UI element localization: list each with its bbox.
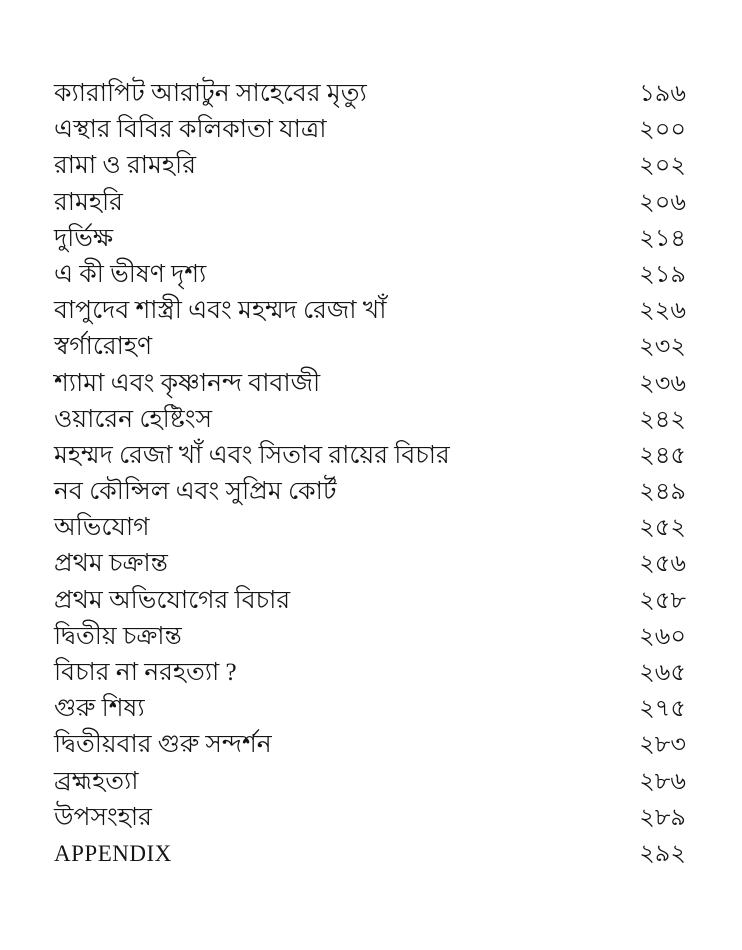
- page-number: ১৯৬: [639, 81, 686, 107]
- toc-entry: [54, 76, 686, 112]
- toc-entry: [54, 546, 686, 582]
- chapter-title: দুর্ভিক্ষ: [54, 224, 114, 252]
- chapter-title: শ্যামা এবং কৃষ্ণানন্দ বাবাজী: [54, 369, 321, 397]
- chapter-title: মহম্মদ রেজা খাঁ এবং সিতাব রায়ের বিচার: [54, 441, 450, 469]
- toc-entry: [54, 619, 686, 655]
- toc-entry: [54, 293, 686, 329]
- toc-entry: [54, 148, 686, 184]
- chapter-title: ব্রহ্মহত্যা: [54, 767, 139, 795]
- page-number: ২৫২: [639, 515, 686, 542]
- page-number: ২৬০: [639, 623, 686, 650]
- chapter-title: বিচার না নরহত্যা ?: [54, 659, 237, 686]
- page-number: ২৪৫: [639, 442, 686, 469]
- page-number: ২৫৮: [639, 587, 686, 614]
- chapter-title: রামহরি: [54, 188, 123, 216]
- page-number: ২৮৯: [639, 804, 686, 831]
- toc-entry: [54, 438, 686, 474]
- chapter-title: APPENDIX: [54, 840, 172, 866]
- toc-entry: [54, 691, 686, 727]
- toc-entry: [54, 510, 686, 546]
- page-number: ২০২: [639, 153, 686, 180]
- page-number: ২৮৩: [639, 732, 686, 759]
- chapter-title: ক্যারাপিট আরাটুন সাহেবের মৃত্যু: [54, 80, 367, 107]
- toc-entry: [54, 185, 686, 221]
- chapter-title: দ্বিতীয়বার গুরু সন্দর্শন: [54, 731, 272, 759]
- page-number: ২৫৬: [639, 551, 686, 578]
- chapter-title: স্বর্গারোহণ: [54, 333, 153, 361]
- page-number: ২৯২: [639, 840, 686, 867]
- page-number: ২০০: [639, 117, 686, 144]
- chapter-title: বাপুদেব শাস্ত্রী এবং মহম্মদ রেজা খাঁ: [54, 297, 387, 325]
- page-number: ২৩২: [639, 334, 686, 361]
- page-number: ২২৬: [639, 298, 686, 325]
- chapter-title: গুরু শিষ্য: [54, 695, 145, 723]
- toc-entry: [54, 329, 686, 365]
- chapter-title: ওয়ারেন হেষ্টিংস: [54, 405, 213, 433]
- page-number: ২১৪: [639, 225, 686, 252]
- toc-list: [54, 76, 686, 872]
- chapter-title: এ কী ভীষণ দৃশ্য: [54, 260, 207, 288]
- page-number: ২৬৫: [639, 660, 686, 686]
- toc-entry: [54, 474, 686, 510]
- chapter-title: উপসংহার: [54, 803, 152, 831]
- chapter-title: এস্থার বিবির কলিকাতা যাত্রা: [54, 116, 327, 144]
- toc-entry: [54, 112, 686, 148]
- page-number: ২৭৫: [639, 696, 686, 723]
- page-number: ২০৬: [639, 189, 686, 216]
- page-number: ২১৯: [639, 261, 686, 288]
- chapter-title: প্রথম চক্রান্ত: [54, 550, 168, 578]
- toc-entry: [54, 221, 686, 257]
- toc-entry: [54, 402, 686, 438]
- page-number: ২৪২: [639, 406, 686, 433]
- chapter-title: রামা ও রামহরি: [54, 152, 196, 180]
- toc-entry: [54, 257, 686, 293]
- toc-entry: [54, 583, 686, 619]
- chapter-title: প্রথম অভিযোগের বিচার: [54, 586, 291, 614]
- page-number: ২৪৯: [639, 479, 686, 506]
- page-number: ২৩৬: [639, 370, 686, 397]
- toc-entry: [54, 764, 686, 800]
- toc-entry: [54, 655, 686, 691]
- toc-entry: [54, 727, 686, 763]
- chapter-title: নব কৌন্সিল এবং সুপ্রিম কোর্ট: [54, 478, 337, 506]
- page-number: ২৮৬: [639, 768, 686, 795]
- toc-entry: [54, 836, 686, 872]
- chapter-title: দ্বিতীয় চক্রান্ত: [54, 622, 182, 650]
- toc-entry: [54, 800, 686, 836]
- toc-entry: [54, 366, 686, 402]
- chapter-title: অভিযোগ: [54, 514, 150, 542]
